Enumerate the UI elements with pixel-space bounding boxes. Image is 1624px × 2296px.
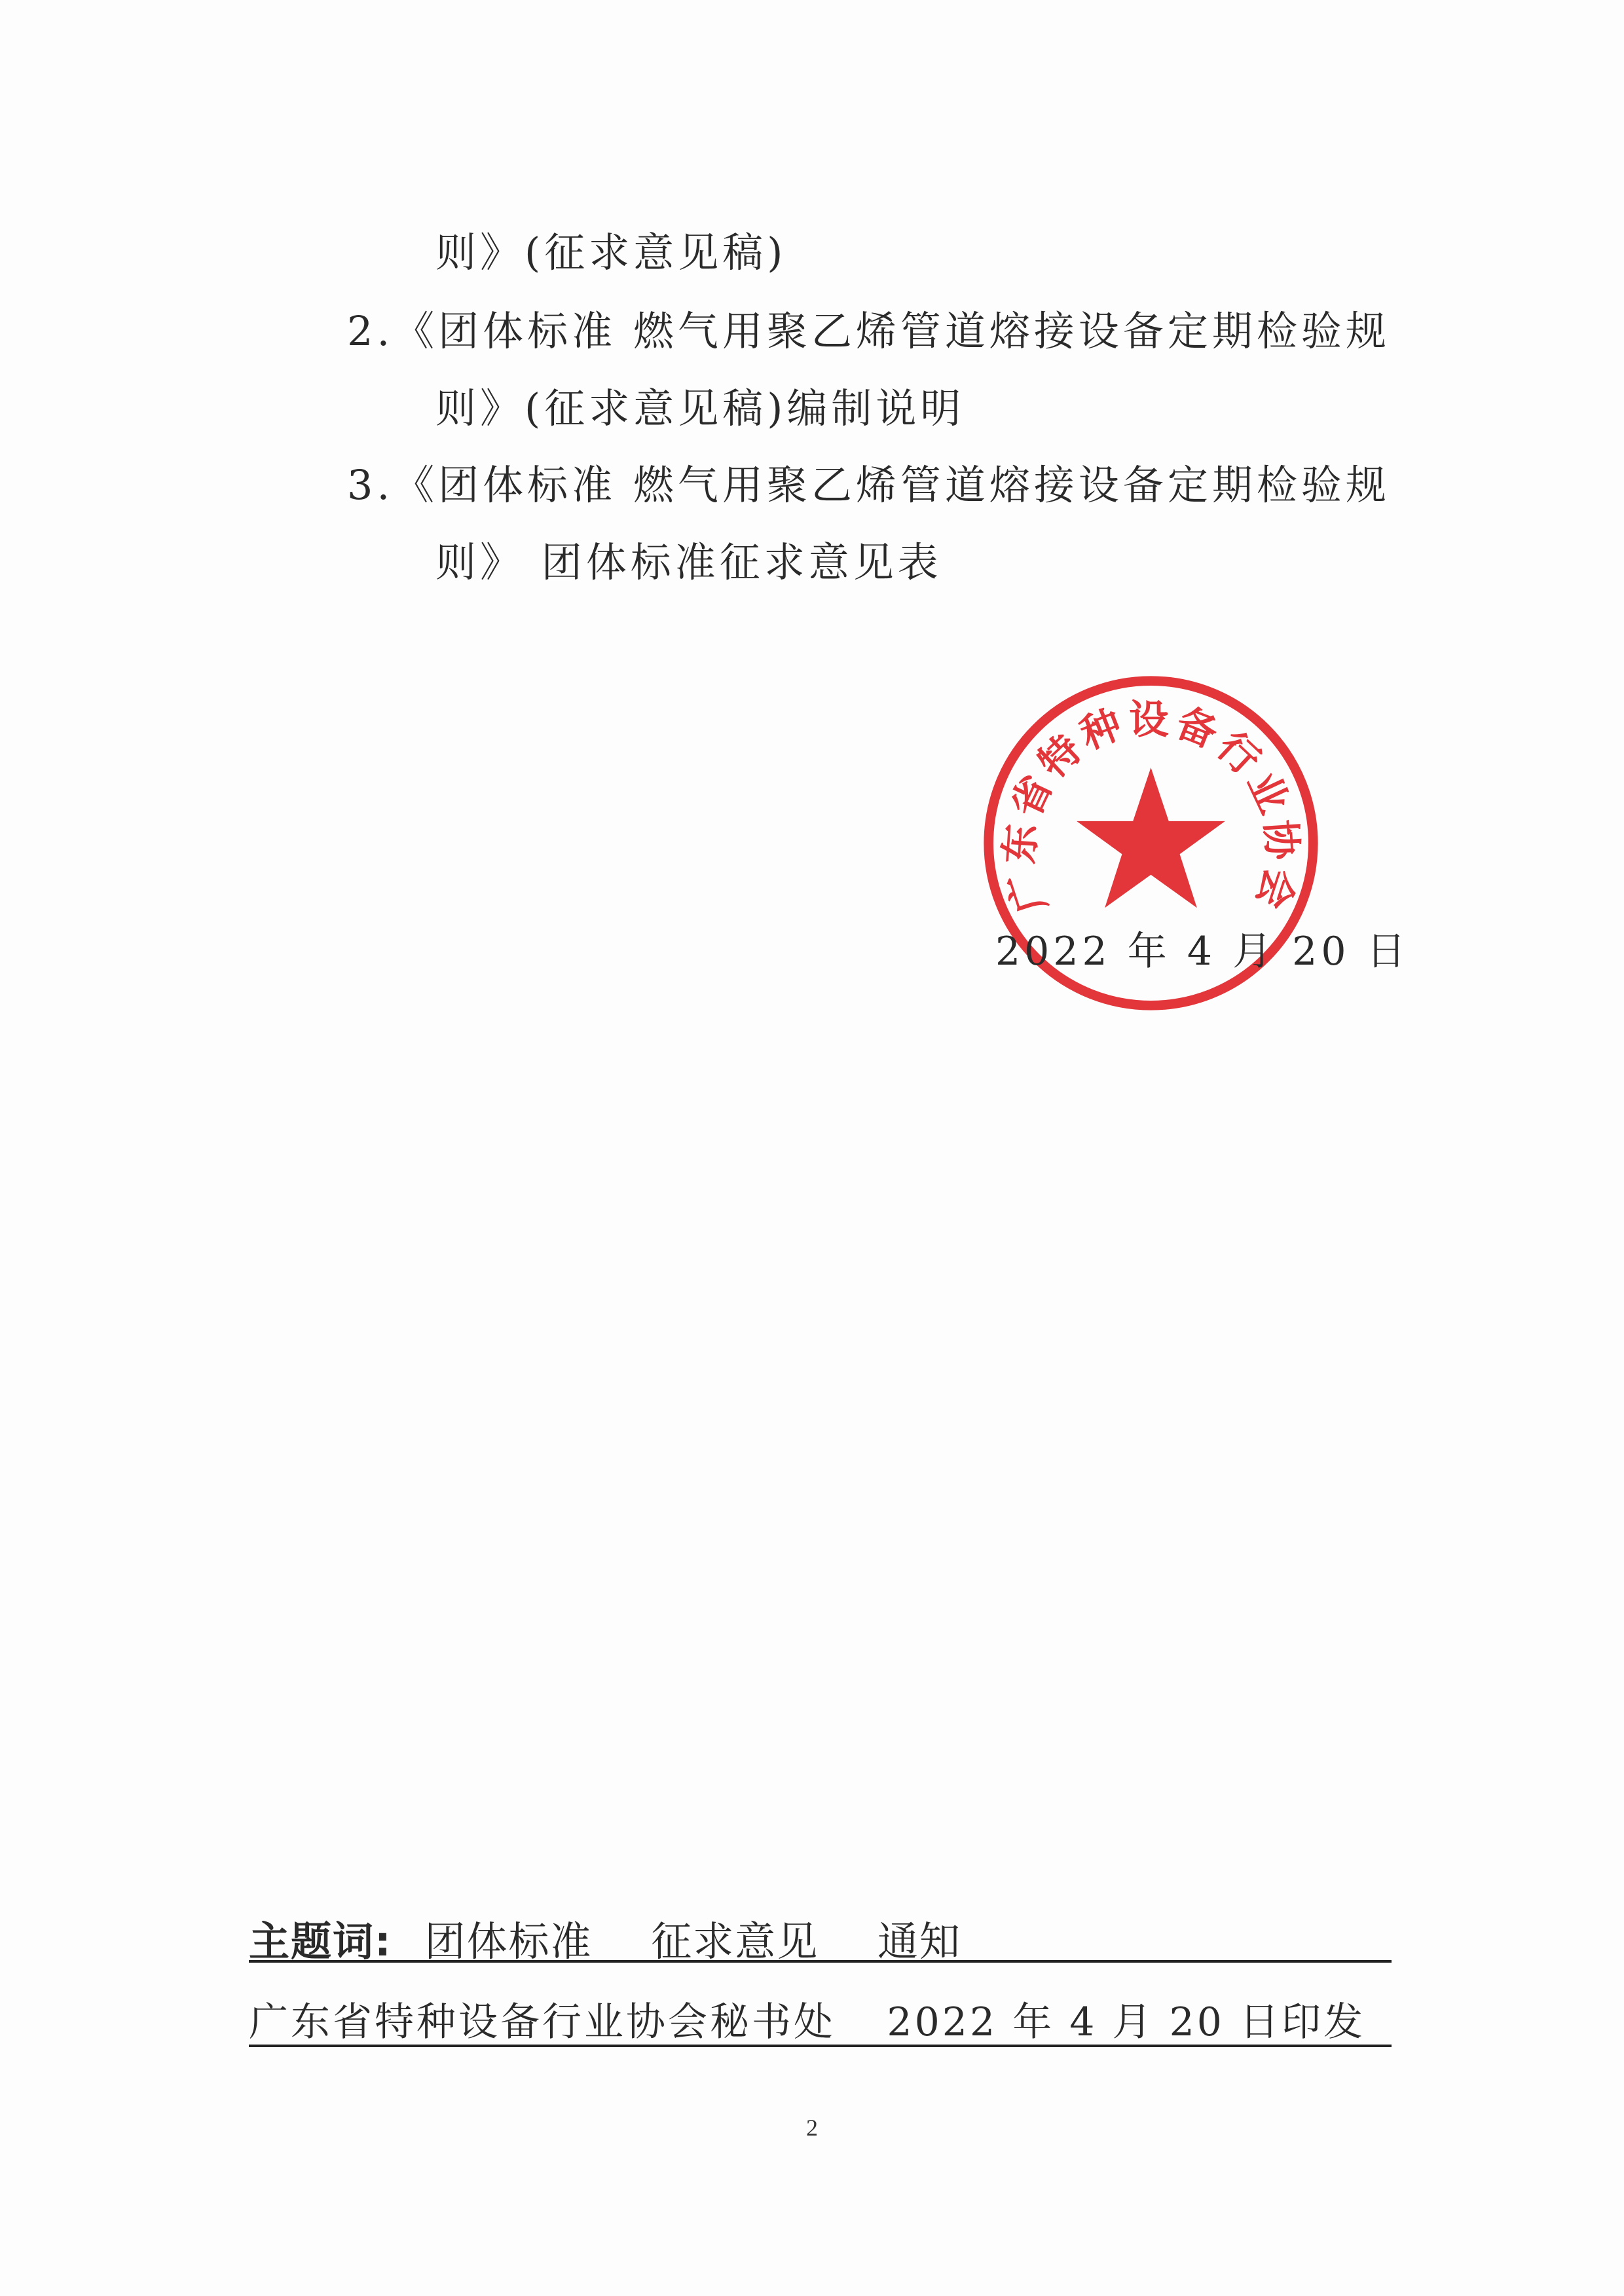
keyword-item: 团体标准	[424, 1917, 593, 1965]
attachment-3-line-2: 则》 团体标准征求意见表	[435, 538, 942, 586]
issuer-row	[249, 1991, 1392, 2047]
issue-date: 2022 年 4 月 20 日印发	[887, 1999, 1365, 2045]
keyword-item: 通知	[877, 1917, 961, 1965]
attachment-1-continuation: 则》(征求意见稿)	[435, 229, 787, 276]
issuer-name: 广东省特种设备行业协会秘书处	[249, 1999, 836, 2045]
signature-date: 2022 年 4 月 20 日	[995, 929, 1410, 974]
keywords-row	[249, 1909, 1392, 1963]
keywords-label: 主题词:	[249, 1917, 392, 1965]
seal-star-icon	[1077, 768, 1225, 908]
attachment-2-line-1: 2.《团体标准 燃气用聚乙烯管道熔接设备定期检验规	[347, 307, 1390, 355]
attachment-2-line-2: 则》(征求意见稿)编制说明	[435, 384, 965, 432]
attachment-3-line-1: 3.《团体标准 燃气用聚乙烯管道熔接设备定期检验规	[347, 461, 1390, 509]
page-number: 2	[806, 2115, 818, 2141]
svg-text:广东省特种设备行业协会: 广东省特种设备行业协会	[996, 696, 1306, 919]
keyword-item: 征求意见	[651, 1917, 819, 1965]
